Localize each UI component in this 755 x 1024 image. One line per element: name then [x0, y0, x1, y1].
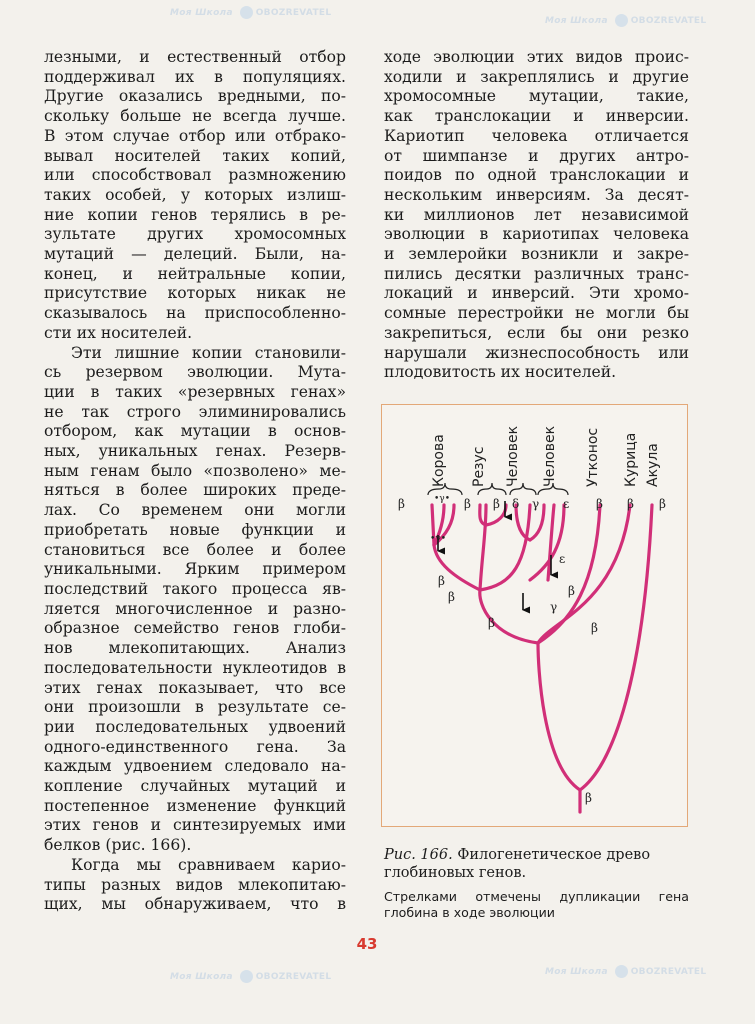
text-line: плодовитость их носителей. [384, 363, 617, 382]
gene-label-beta: β [464, 497, 471, 511]
gene-label-beta: β [448, 590, 455, 604]
text-line: ние копии генов терялись в ре- [44, 205, 346, 224]
text-line: одного-единственного гена. За [44, 737, 346, 756]
text-line: вывал носителей таких копий, [44, 146, 346, 165]
species-label-human-2: Человек [542, 425, 558, 487]
figure-caption [384, 846, 689, 921]
caption-title [384, 846, 689, 882]
text-line: или способствовал размножению [44, 166, 346, 185]
gene-label-beta: β [585, 791, 592, 805]
text-line: нарушали жизнеспособность или [384, 343, 689, 362]
gene-label-beta: β [591, 621, 598, 635]
paragraph [384, 48, 689, 383]
text-line: В этом случае отбор или отбрако- [44, 126, 346, 145]
watermark: Моя Школа OBOZREVATEL [170, 972, 332, 982]
text-line: конец, и нейтральные копии, [44, 264, 346, 283]
species-label-human-1: Человек [505, 425, 521, 487]
gene-label-beta: β [568, 584, 575, 598]
caption-note [384, 889, 689, 921]
text-line: зультате других хромосомных [44, 225, 346, 244]
text-line: щих, мы обнаруживаем, что в [44, 895, 346, 914]
caption-title-line-2: глобиновых генов. [384, 865, 527, 881]
watermark: Моя Школа OBOZREVATEL [545, 16, 707, 26]
text-line: типы разных видов млекопитаю- [44, 875, 346, 894]
caption-title-line-1: Филогенетическое древо [457, 847, 651, 863]
text-line: сь резервом эволюции. Мута- [44, 363, 346, 382]
text-line: присутствие которых никак не [44, 284, 346, 303]
text-line: лах. Со временем они могли [44, 501, 346, 520]
text-line: пились десятки различных транс- [384, 264, 689, 283]
gene-label-beta: β [659, 497, 666, 511]
text-line: поддерживал их в популяциях. [44, 67, 346, 86]
text-line: Когда мы сравниваем карио- [71, 855, 346, 874]
text-line: отбором, как мутации в основ- [44, 422, 346, 441]
text-line: этих генах показывает, что все [44, 678, 346, 697]
text-line: не так строго элиминировались [44, 402, 346, 421]
right-text-column [384, 48, 689, 383]
text-line: приобретать новые функции и [44, 520, 346, 539]
gene-label-beta: β [627, 497, 634, 511]
text-line: белков (рис. 166). [44, 836, 192, 855]
text-line: последствий такого процесса яв- [44, 579, 346, 598]
phylogenetic-tree-diagram [382, 405, 689, 828]
text-line: локаций и инверсий. Эти хромо- [384, 284, 689, 303]
gene-label-gamma: γ [550, 600, 558, 614]
text-line: сти их носителей. [44, 323, 193, 342]
text-line: ляется многочисленное и разно- [44, 599, 346, 618]
left-text-column [44, 48, 346, 915]
text-line: и землеройки возникли и закре- [384, 245, 689, 264]
text-line: рии последовательных удвоений [44, 717, 346, 736]
gene-label-beta: β [493, 497, 500, 511]
caption-number: Рис. 166. [384, 847, 453, 863]
gene-label-gamma: γ [532, 497, 540, 511]
text-line: копление случайных мутаций и [44, 777, 346, 796]
species-label-shark: Акула [645, 443, 661, 487]
text-line: от шимпанзе и других антро- [384, 146, 689, 165]
page-number: 43 [356, 935, 378, 953]
text-line: мутаций — делеций. Были, на- [44, 245, 346, 264]
species-label-cow: Корова [431, 434, 447, 487]
text-line: уникальными. Ярким примером [44, 560, 346, 579]
text-line: лезными, и естественный отбор [44, 48, 346, 66]
text-line: нескольким инверсиям. За десят- [384, 185, 689, 204]
text-line: этих генов и синтезируемых ими [44, 816, 346, 835]
species-label-rhesus: Резус [471, 446, 487, 487]
text-line: ции в таких «резервных генах» [44, 382, 346, 401]
text-line: ки миллионов лет независимой [384, 205, 689, 224]
species-label-chicken: Курица [623, 432, 639, 487]
gene-label-beta: β [438, 574, 445, 588]
gene-label-epsilon: ε [559, 552, 566, 566]
text-line: ходили и закреплялись и другие [384, 67, 689, 86]
paragraph [44, 856, 346, 915]
species-label-platypus: Утконос [585, 427, 601, 487]
paragraph [44, 344, 346, 856]
text-line: ных, уникальных генах. Резерв- [44, 442, 346, 461]
phylogenetic-tree-figure [381, 404, 688, 827]
text-line: закрепиться, если бы они резко [384, 323, 689, 342]
gene-label-epsilon: ε [563, 497, 570, 511]
watermark: Моя Школа OBOZREVATEL [545, 967, 707, 977]
text-line: каждым удвоением следовало на- [44, 757, 346, 776]
text-line: они произошли в результате се- [44, 698, 346, 717]
gene-label-epsilon-gamma: •γ• [430, 534, 446, 544]
text-line: ходе эволюции этих видов проис- [384, 48, 689, 66]
text-line: няться в более широких преде- [44, 481, 346, 500]
gene-label-beta: β [398, 497, 405, 511]
text-line: Другие оказались вредными, по- [44, 87, 346, 106]
text-line: Эти лишние копии становили- [71, 343, 346, 362]
watermark: Моя Школа OBOZREVATEL [170, 8, 332, 18]
text-line: сказывалось на приспособленно- [44, 304, 346, 323]
text-line: таких особей, у которых излиш- [44, 185, 346, 204]
gene-label-beta: β [596, 497, 603, 511]
text-line: как транслокации и инверсии. [384, 107, 689, 126]
text-line: сомные перестройки не могли бы [384, 304, 689, 323]
text-line: становиться все более и более [44, 540, 346, 559]
caption-note-line-1: Стрелками отмечены дупликации гена [384, 889, 689, 904]
text-line: поидов по одной транслокации и [384, 166, 689, 185]
tree-branches [432, 505, 652, 812]
gene-label-epsilon-gamma: •γ• [434, 494, 450, 504]
text-line: нов млекопитающих. Анализ [44, 639, 346, 658]
text-line: ным генам было «позволено» ме- [44, 461, 346, 480]
text-line: постепенное изменение функций [44, 796, 346, 815]
text-line: последовательности нуклеотидов в [44, 658, 346, 677]
text-line: Кариотип человека отличается [384, 126, 689, 145]
gene-label-beta: β [488, 616, 495, 630]
text-line: хромосомные мутации, такие, [384, 87, 689, 106]
text-line: образное семейство генов глоби- [44, 619, 346, 638]
text-line: скольку больше не всегда лучше. [44, 107, 346, 126]
paragraph [44, 48, 346, 344]
caption-note-line-2: глобина в ходе эволюции [384, 905, 555, 920]
gene-label-delta: δ [512, 497, 520, 511]
text-line: эволюции в кариотипах человека [384, 225, 689, 244]
